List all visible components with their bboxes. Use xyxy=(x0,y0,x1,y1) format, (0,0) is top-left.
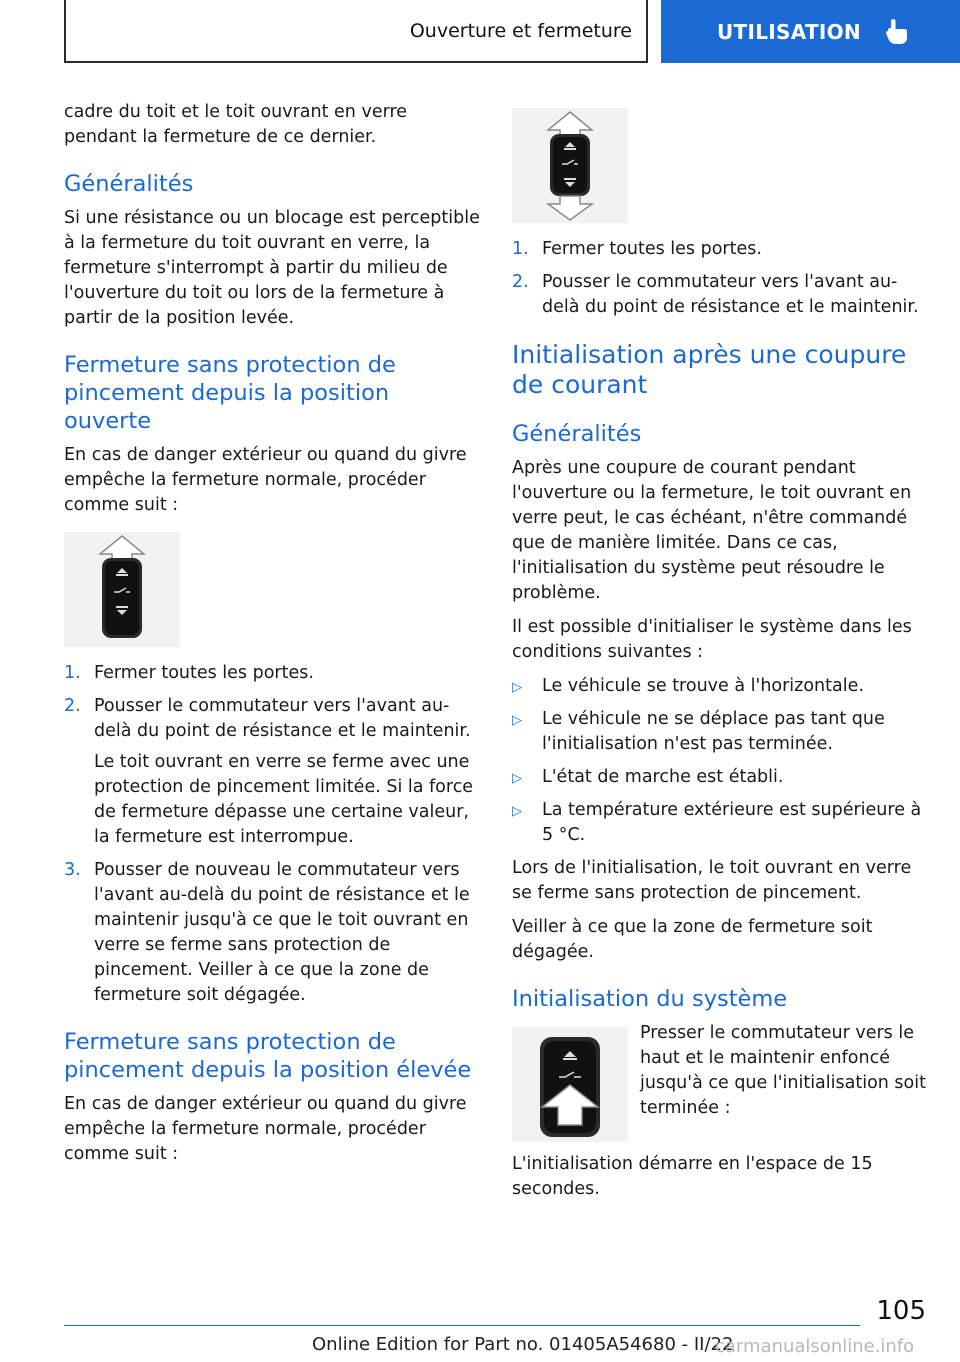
step-number: 1. xyxy=(512,239,529,259)
list-item xyxy=(512,707,930,757)
step-text: Pousser de nouveau le commutateur vers l'avant au-delà du point de résistance et le maintenir jusqu'à ce que le toit ouvrant en verre se ferme sans protection de pincement. Veiller à ce que la zone de fermeture soit dégagée. xyxy=(94,860,470,1005)
step-number: 1. xyxy=(64,663,81,683)
step-text: Pousser le commutateur vers l'avant au-delà du point de résistance et le maintenir. xyxy=(542,272,919,317)
bullet-text: L'état de marche est établi. xyxy=(542,767,784,787)
hand-pointer-icon xyxy=(883,17,909,47)
list-item xyxy=(512,798,930,848)
conditions-list xyxy=(512,674,930,848)
paragraph-veiller: Veiller à ce que la zone de fermeture soit dégagée. xyxy=(512,917,873,962)
heading-initialisation-coupure: Initialisation après une coupure de courant xyxy=(512,340,907,399)
switch-up-illustration xyxy=(512,1027,628,1142)
steps-list-right xyxy=(512,237,930,320)
triangle-bullet-icon: ▷ xyxy=(512,713,522,728)
step-number: 3. xyxy=(64,860,81,880)
step-text: Pousser le commutateur vers l'avant au-delà du point de résistance et le maintenir. xyxy=(94,696,471,741)
paragraph-generalites: Si une résistance ou un blocage est perceptible à la fermeture du toit ouvrant en verre, la fermeture s'interrompt à partir du milieu de l'ouverture du toit ou lors de la fermeture à partir de la position levée. xyxy=(64,208,480,328)
heading-generalites: Généralités xyxy=(64,171,194,197)
heading-generalites-right: Généralités xyxy=(512,421,642,447)
intro-paragraph: cadre du toit et le toit ouvrant en verre pendant la fermeture de ce dernier. xyxy=(64,102,408,147)
triangle-bullet-icon: ▷ xyxy=(512,771,522,786)
heading-fermeture-elevee: Fermeture sans protection de pincement depuis la position élevée xyxy=(64,1029,472,1083)
switch-image-forward-2 xyxy=(512,108,628,223)
list-item xyxy=(512,270,930,320)
paragraph-fermeture-ouverte: En cas de danger extérieur ou quand du givre empêche la fermeture normale, procéder comme suit : xyxy=(64,445,467,515)
switch-forward-illustration xyxy=(64,532,180,647)
heading-fermeture-ouverte: Fermeture sans protection de pincement depuis la position ouverte xyxy=(64,352,396,434)
list-item xyxy=(512,765,930,790)
paragraph-fermeture-elevee: En cas de danger extérieur ou quand du givre empêche la fermeture normale, procéder comme suit : xyxy=(64,1094,467,1164)
header-chapter-tab[interactable] xyxy=(661,0,960,63)
heading-initialisation-systeme: Initialisation du système xyxy=(512,986,788,1012)
header-section-title xyxy=(64,0,648,63)
chapter-title: UTILISATION xyxy=(717,19,861,44)
step-number: 2. xyxy=(512,272,529,292)
step-text: Fermer toutes les portes. xyxy=(94,663,314,683)
paragraph-lors: Lors de l'initialisation, le toit ouvrant en verre se ferme sans protection de pincement. xyxy=(512,858,912,903)
bullet-text: Le véhicule se trouve à l'horizontale. xyxy=(542,676,864,696)
triangle-bullet-icon: ▷ xyxy=(512,680,522,695)
switch-image-forward xyxy=(64,532,180,647)
footer-divider xyxy=(64,1325,860,1326)
paragraph-conditions: Il est possible d'initialiser le système dans les conditions suivantes : xyxy=(512,617,912,662)
left-column xyxy=(64,100,482,1176)
paragraph-presser: Presser le commutateur vers le haut et le maintenir enfoncé jusqu'à ce que l'initialisation soit terminée : xyxy=(640,1023,926,1118)
step-number: 2. xyxy=(64,696,81,716)
step-text: Fermer toutes les portes. xyxy=(542,239,762,259)
right-column xyxy=(512,100,930,1211)
section-title: Ouverture et fermeture xyxy=(409,19,632,42)
bullet-text: La température extérieure est supérieure à 5 °C. xyxy=(542,800,922,845)
list-item xyxy=(512,674,930,699)
step-extra-text: Le toit ouvrant en verre se ferme avec une protection de pincement limitée. Si la force de fermeture dépasse une certaine valeur, la fermeture est interrompue. xyxy=(94,752,474,847)
bullet-text: Le véhicule ne se déplace pas tant que l'initialisation n'est pas terminée. xyxy=(542,709,885,754)
paragraph-demarre: L'initialisation démarre en l'espace de 15 secondes. xyxy=(512,1154,873,1199)
switch-forward-illustration xyxy=(512,108,628,223)
switch-image-up xyxy=(512,1027,628,1142)
watermark: carmanualsonline.info xyxy=(715,1336,915,1357)
steps-list-left xyxy=(64,661,482,1008)
list-item xyxy=(64,858,482,1008)
triangle-bullet-icon: ▷ xyxy=(512,804,522,819)
page-number: 105 xyxy=(876,1296,926,1326)
list-item xyxy=(512,237,930,262)
footer-edition: Online Edition for Part no. 01405A54680 - II/22 xyxy=(312,1334,734,1355)
list-item xyxy=(64,661,482,686)
paragraph-coupure: Après une coupure de courant pendant l'ouverture ou la fermeture, le toit ouvrant en verre peut, le cas échéant, n'être commandé que de manière limitée. Dans ce cas, l'initialisation du système peut résoudre le problème. xyxy=(512,458,912,603)
list-item xyxy=(64,694,482,850)
